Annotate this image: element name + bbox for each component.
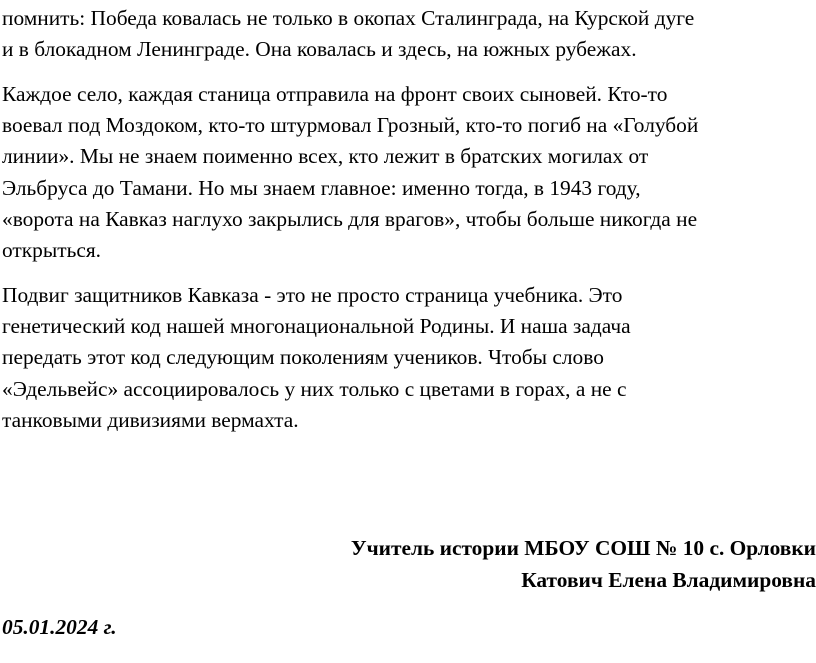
- paragraph-feat: [2, 280, 810, 436]
- text-line: генетический код нашей многонациональной Родины. И наша задача: [2, 314, 631, 339]
- text-line: Эльбруса до Тамани. Но мы знаем главное: именно тогда, в 1943 году,: [2, 175, 641, 200]
- signature-name: Катович Елена Владимировна: [521, 568, 816, 592]
- paragraph-sons: [2, 79, 810, 266]
- text-line: «ворота на Кавказ наглухо закрылись для врагов», чтобы больше никогда не: [2, 206, 698, 231]
- paragraph-victory: [2, 3, 810, 65]
- signature-title: Учитель истории МБОУ СОШ № 10 с. Орловки: [350, 536, 816, 560]
- text-line: передать этот код следующим поколениям учеников. Чтобы слово: [2, 345, 604, 370]
- document-date: 05.01.2024 г.: [2, 615, 117, 639]
- text-line: Подвиг защитников Кавказа - это не просто страница учебника. Это: [2, 283, 623, 307]
- text-line: «Эдельвейс» ассоциировалось у них только с цветами в горах, а не с: [2, 376, 627, 401]
- text-line: Каждое село, каждая станица отправила на фронт своих сыновей. Кто-то: [2, 82, 668, 106]
- text-line: воевал под Моздоком, кто-то штурмовал Грозный, кто-то погиб на «Голубой: [2, 113, 699, 138]
- text-line: линии». Мы не знаем поименно всех, кто лежит в братских могилах от: [2, 144, 649, 169]
- text-line: и в блокадном Ленинграде. Она ковалась и здесь, на южных рубежах.: [2, 37, 637, 62]
- text-line: открыться.: [2, 238, 102, 263]
- text-line: помнить: Победа ковалась не только в окопах Сталинграда, на Курской дуге: [2, 6, 695, 30]
- text-line: танковыми дивизиями вермахта.: [2, 407, 299, 432]
